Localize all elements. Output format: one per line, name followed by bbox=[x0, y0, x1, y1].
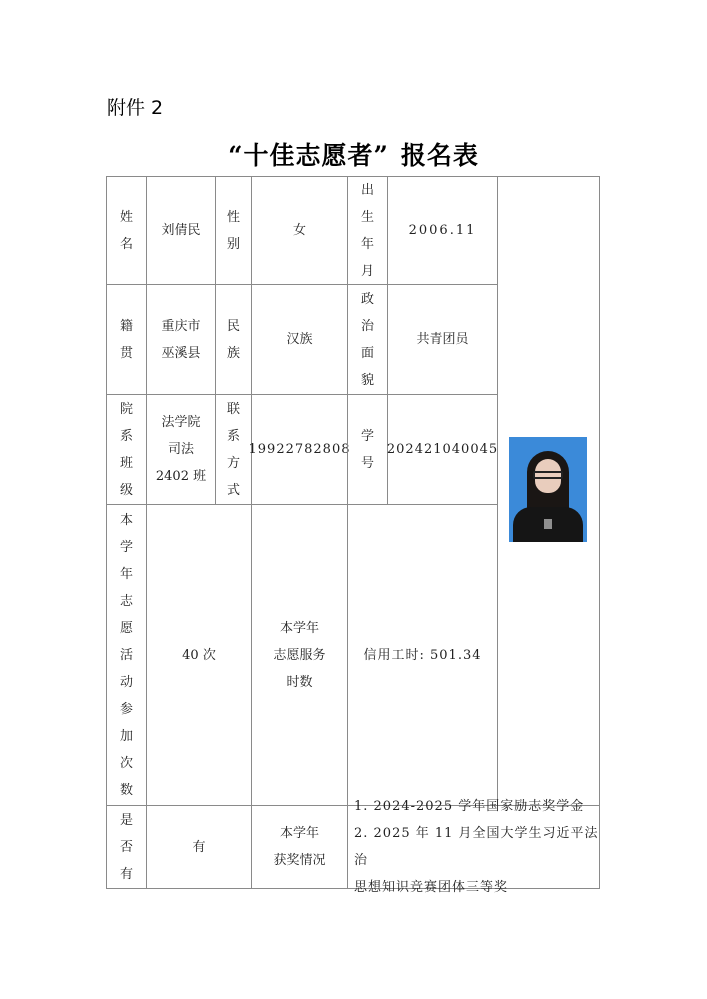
label-char: 月 bbox=[360, 263, 374, 279]
native-value-line: 巫溪县 bbox=[161, 345, 201, 361]
activities-value: 40 次 bbox=[146, 504, 252, 806]
label-char: 联 bbox=[226, 401, 240, 417]
label-char: 级 bbox=[119, 482, 133, 498]
label-char: 貌 bbox=[360, 372, 374, 388]
label-char: 活 bbox=[119, 647, 133, 663]
hours-label-line: 时数 bbox=[286, 674, 313, 690]
award-item: 思想知识竞赛团体三等奖 bbox=[354, 880, 509, 895]
award-item: 2. 2025 年 11 月全国大学生习近平法治 bbox=[354, 826, 599, 868]
label-char: 治 bbox=[360, 318, 374, 334]
label-char: 别 bbox=[226, 236, 240, 252]
class-label-cell bbox=[106, 394, 147, 505]
political-label-cell bbox=[347, 284, 388, 395]
label-char: 系 bbox=[119, 428, 133, 444]
label-char: 愿 bbox=[119, 620, 133, 636]
activities-label-cell bbox=[106, 504, 147, 806]
label-char: 贯 bbox=[119, 345, 133, 361]
label-char: 号 bbox=[360, 455, 374, 471]
class-value-line: 法学院 bbox=[161, 415, 201, 430]
native-label-cell bbox=[106, 284, 147, 395]
awards-flag-value: 有 bbox=[146, 805, 252, 889]
hours-label-line: 志愿服务 bbox=[273, 647, 326, 663]
label-char: 籍 bbox=[119, 318, 133, 334]
label-char: 是 bbox=[119, 812, 133, 828]
birth-value: 2006.11 bbox=[387, 176, 498, 285]
shirt-logo bbox=[544, 519, 552, 529]
awards-label-cell bbox=[251, 805, 348, 889]
label-char: 参 bbox=[119, 701, 133, 717]
title-quoted: “十佳志愿者” bbox=[228, 141, 389, 170]
label-char: 否 bbox=[119, 839, 133, 855]
native-value-line: 重庆市 bbox=[161, 318, 201, 334]
applicant-photo bbox=[509, 437, 587, 542]
label-char: 班 bbox=[119, 455, 133, 471]
label-char: 民 bbox=[226, 318, 240, 334]
label-char: 式 bbox=[226, 482, 240, 498]
birth-label-cell bbox=[347, 176, 388, 285]
awards-flag-label-cell bbox=[106, 805, 147, 889]
awards-label-line: 本学年 bbox=[279, 826, 319, 841]
gender-value: 女 bbox=[251, 176, 348, 285]
label-char: 出 bbox=[360, 182, 374, 198]
label-char: 族 bbox=[226, 345, 240, 361]
label-char: 名 bbox=[119, 236, 133, 252]
label-char: 加 bbox=[119, 728, 133, 744]
label-char: 年 bbox=[119, 566, 133, 582]
label-char: 次 bbox=[119, 755, 133, 771]
label-char: 面 bbox=[360, 345, 374, 361]
student-id-value: 202421040045 bbox=[387, 394, 498, 505]
native-value-cell bbox=[146, 284, 216, 395]
label-char: 有 bbox=[119, 866, 133, 882]
gender-label-cell bbox=[215, 176, 252, 285]
hours-label-cell bbox=[251, 504, 348, 806]
political-value: 共青团员 bbox=[387, 284, 498, 395]
student-id-label-cell bbox=[347, 394, 388, 505]
class-value-line: 2402 班 bbox=[155, 469, 207, 484]
title-rest: 报名表 bbox=[400, 141, 479, 170]
label-char: 姓 bbox=[119, 209, 133, 225]
attachment-label: 附件 2 bbox=[107, 97, 164, 119]
glasses-icon bbox=[533, 471, 563, 479]
contact-label-cell bbox=[215, 394, 252, 505]
label-char: 院 bbox=[119, 401, 133, 417]
label-char: 系 bbox=[226, 428, 240, 444]
name-label-cell bbox=[106, 176, 147, 285]
label-char: 动 bbox=[119, 674, 133, 690]
ethnic-label-cell bbox=[215, 284, 252, 395]
label-char: 方 bbox=[226, 455, 240, 471]
awards-label-line: 获奖情况 bbox=[273, 853, 326, 868]
name-value: 刘倩民 bbox=[146, 176, 216, 285]
ethnic-value: 汉族 bbox=[251, 284, 348, 395]
contact-value: 19922782808 bbox=[251, 394, 348, 505]
label-char: 学 bbox=[119, 539, 133, 555]
label-char: 政 bbox=[360, 291, 374, 307]
label-char: 学 bbox=[360, 428, 374, 444]
label-char: 本 bbox=[119, 512, 133, 528]
label-char: 志 bbox=[119, 593, 133, 609]
page-title bbox=[0, 136, 707, 172]
class-value-line: 司法 bbox=[167, 442, 194, 457]
label-char: 数 bbox=[119, 782, 133, 798]
class-value-cell bbox=[146, 394, 216, 505]
hours-label-line: 本学年 bbox=[279, 620, 319, 636]
awards-list bbox=[347, 799, 600, 895]
label-char: 年 bbox=[360, 236, 374, 252]
award-item: 1. 2024-2025 学年国家励志奖学金 bbox=[354, 799, 585, 814]
label-char: 性 bbox=[226, 209, 240, 225]
hours-value: 信用工时: 501.34 bbox=[347, 504, 498, 806]
label-char: 生 bbox=[360, 209, 374, 225]
